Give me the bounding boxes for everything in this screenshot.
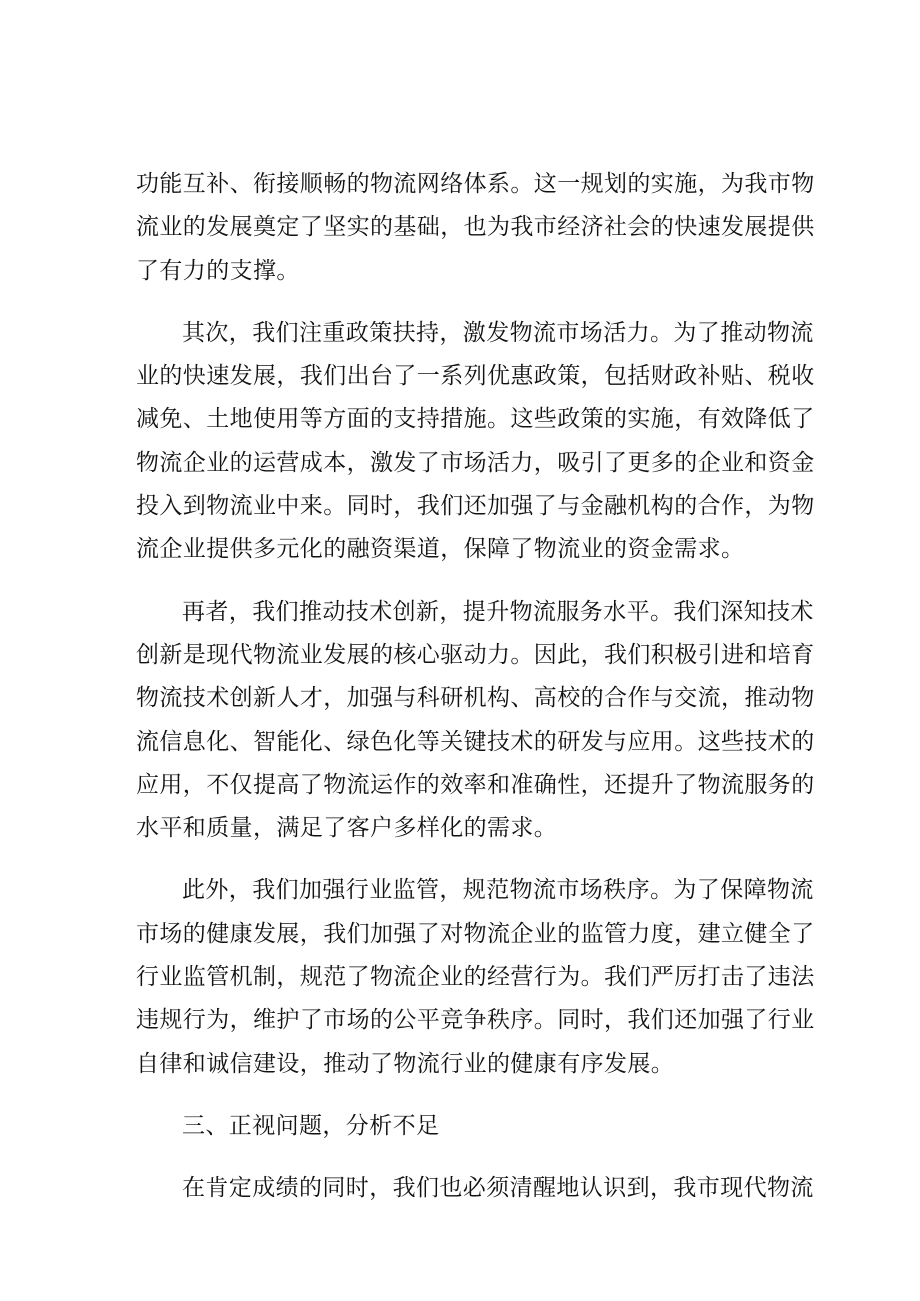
paragraph-line: 其次，我们注重政策扶持，激发物流市场活力。为了推动物流: [182, 319, 814, 346]
section-heading: [136, 1105, 796, 1148]
paragraph-line: 行业监管机制，规范了物流企业的经营行为。我们严厉打击了违法: [136, 964, 815, 991]
section-heading-text: 三、正视问题，分析不足: [182, 1112, 440, 1139]
paragraph-line: 物流企业的运营成本，激发了市场活力，吸引了更多的企业和资金: [136, 449, 815, 476]
paragraph-industry-regulation: [136, 869, 815, 1085]
paragraph-line: 投入到物流业中来。同时，我们还加强了与金融机构的合作，为物: [136, 493, 815, 520]
paragraph-line: 应用，不仅提高了物流运作的效率和准确性，还提升了物流服务的: [136, 771, 815, 798]
paragraph-policy-support: [136, 312, 815, 572]
paragraph-line: 流企业提供多元化的融资渠道，保障了物流业的资金需求。: [136, 536, 745, 563]
paragraph-problems-intro: [136, 1167, 814, 1210]
paragraph-line: 流业的发展奠定了坚实的基础，也为我市经济社会的快速发展提供: [136, 214, 815, 241]
paragraph-line: 业的快速发展，我们出台了一系列优惠政策，包括财政补贴、税收: [136, 363, 815, 390]
paragraph-line: 功能互补、衔接顺畅的物流网络体系。这一规划的实施，为我市物: [136, 171, 815, 197]
paragraph-line: 自律和诚信建设，推动了物流行业的健康有序发展。: [136, 1050, 675, 1077]
paragraph-line: 市场的健康发展，我们加强了对物流企业的监管力度，建立健全了: [136, 920, 815, 947]
paragraph-line: 违规行为，维护了市场的公平竞争秩序。同时，我们还加强了行业: [136, 1007, 815, 1034]
paragraph-line: 此外，我们加强行业监管，规范物流市场秩序。为了保障物流: [182, 877, 814, 904]
paragraph-line: 水平和质量，满足了客户多样化的需求。: [136, 815, 558, 842]
paragraph-line: 创新是现代物流业发展的核心驱动力。因此，我们积极引进和培育: [136, 641, 815, 668]
paragraph-line: 了有力的支撑。: [136, 257, 300, 284]
paragraph-line: 物流技术创新人才，加强与科研机构、高校的合作与交流，推动物: [136, 685, 815, 712]
document-body: [136, 163, 815, 1230]
paragraph-line: 再者，我们推动技术创新，提升物流服务水平。我们深知技术: [182, 598, 814, 625]
paragraph-technology-innovation: [136, 591, 815, 851]
paragraph-line: 在肯定成绩的同时，我们也必须清醒地认识到，我市现代物流: [182, 1175, 814, 1202]
paragraph-line: 流信息化、智能化、绿色化等关键技术的研发与应用。这些技术的: [136, 728, 815, 755]
paragraph-line: 减免、土地使用等方面的支持措施。这些政策的实施，有效降低了: [136, 406, 815, 433]
paragraph-continuation: [136, 163, 815, 293]
